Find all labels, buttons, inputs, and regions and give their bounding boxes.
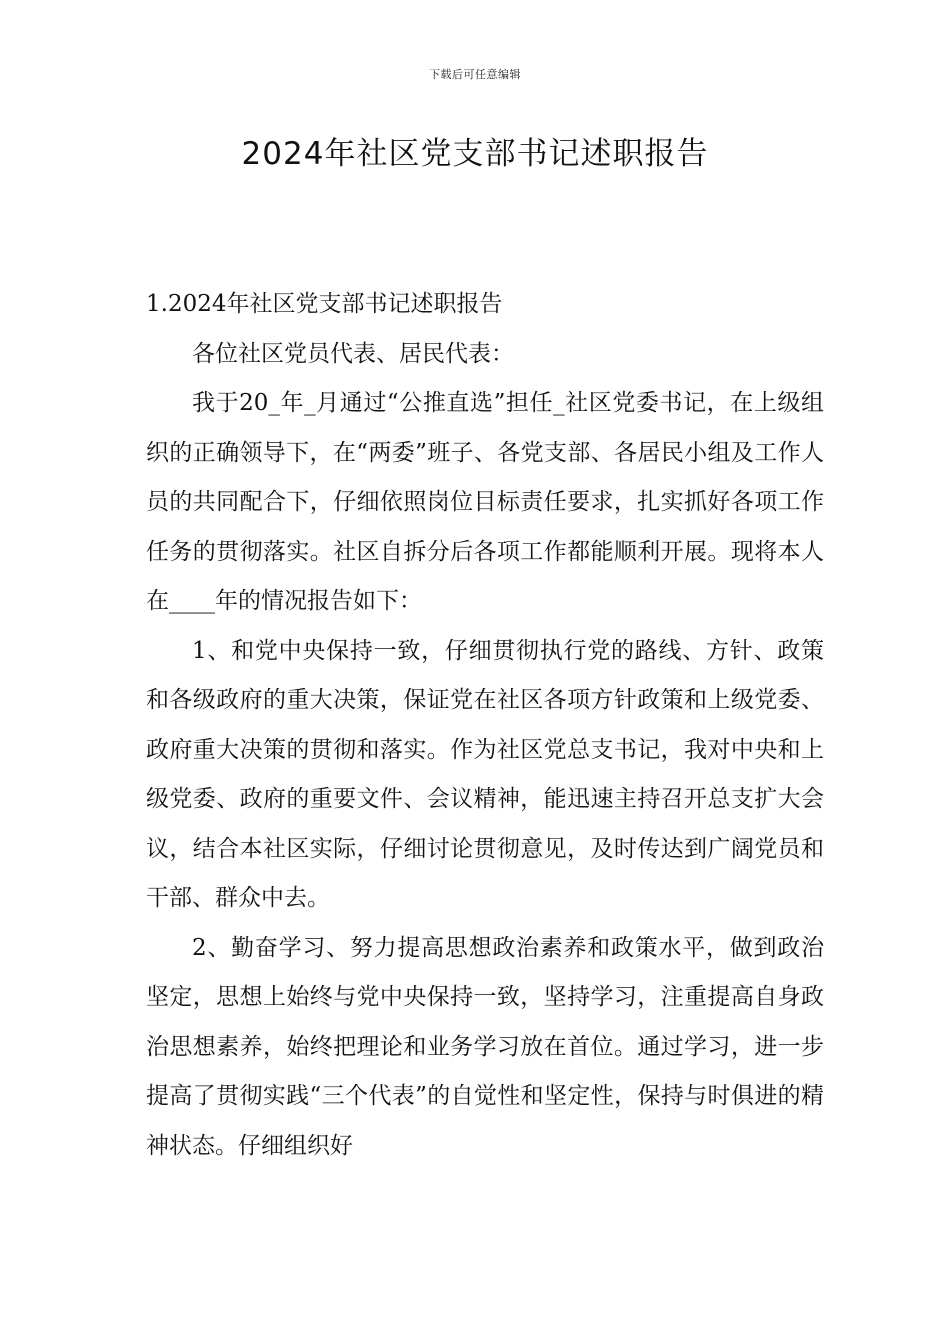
paragraph-item-1: 1、和党中央保持一致，仔细贯彻执行党的路线、方针、政策和各级政府的重大决策，保证党在社区各项方针政策和上级党委、政府重大决策的贯彻和落实。作为社区党总支书记，我对中央和上级党委、政府的重要文件、会议精神，能迅速主持召开总支扩大会议，结合本社区实际，仔细讨论贯彻意见，及时传达到广阔党员和干部、群众中去。	[146, 637, 824, 911]
header-note: 下载后可任意编辑	[429, 68, 521, 81]
paragraph-item-2: 2、勤奋学习、努力提高思想政治素养和政策水平，做到政治坚定，思想上始终与党中央保持一致，坚持学习，注重提高自身政治思想素养，始终把理论和业务学习放在首位。通过学习，进一步提高了贯彻实践“三个代表”的自觉性和坚定性，保持与时俱进的精神状态。仔细组织好	[146, 934, 824, 1159]
salutation: 各位社区党员代表、居民代表：	[192, 340, 514, 367]
document-body	[146, 280, 824, 1171]
document-title: 2024年社区党支部书记述职报告	[241, 136, 709, 172]
paragraph-intro: 我于20_年_月通过“公推直选”担任_社区党委书记，在上级组织的正确领导下，在“两委”班子、各党支部、各居民小组及工作人员的共同配合下，仔细依照岗位目标责任要求，扎实抓好各项工作任务的贯彻落实。社区自拆分后各项工作都能顺利开展。现将本人在____年的情况报告如下：	[146, 390, 824, 614]
section-heading: 1.2024年社区党支部书记述职报告	[146, 291, 503, 317]
